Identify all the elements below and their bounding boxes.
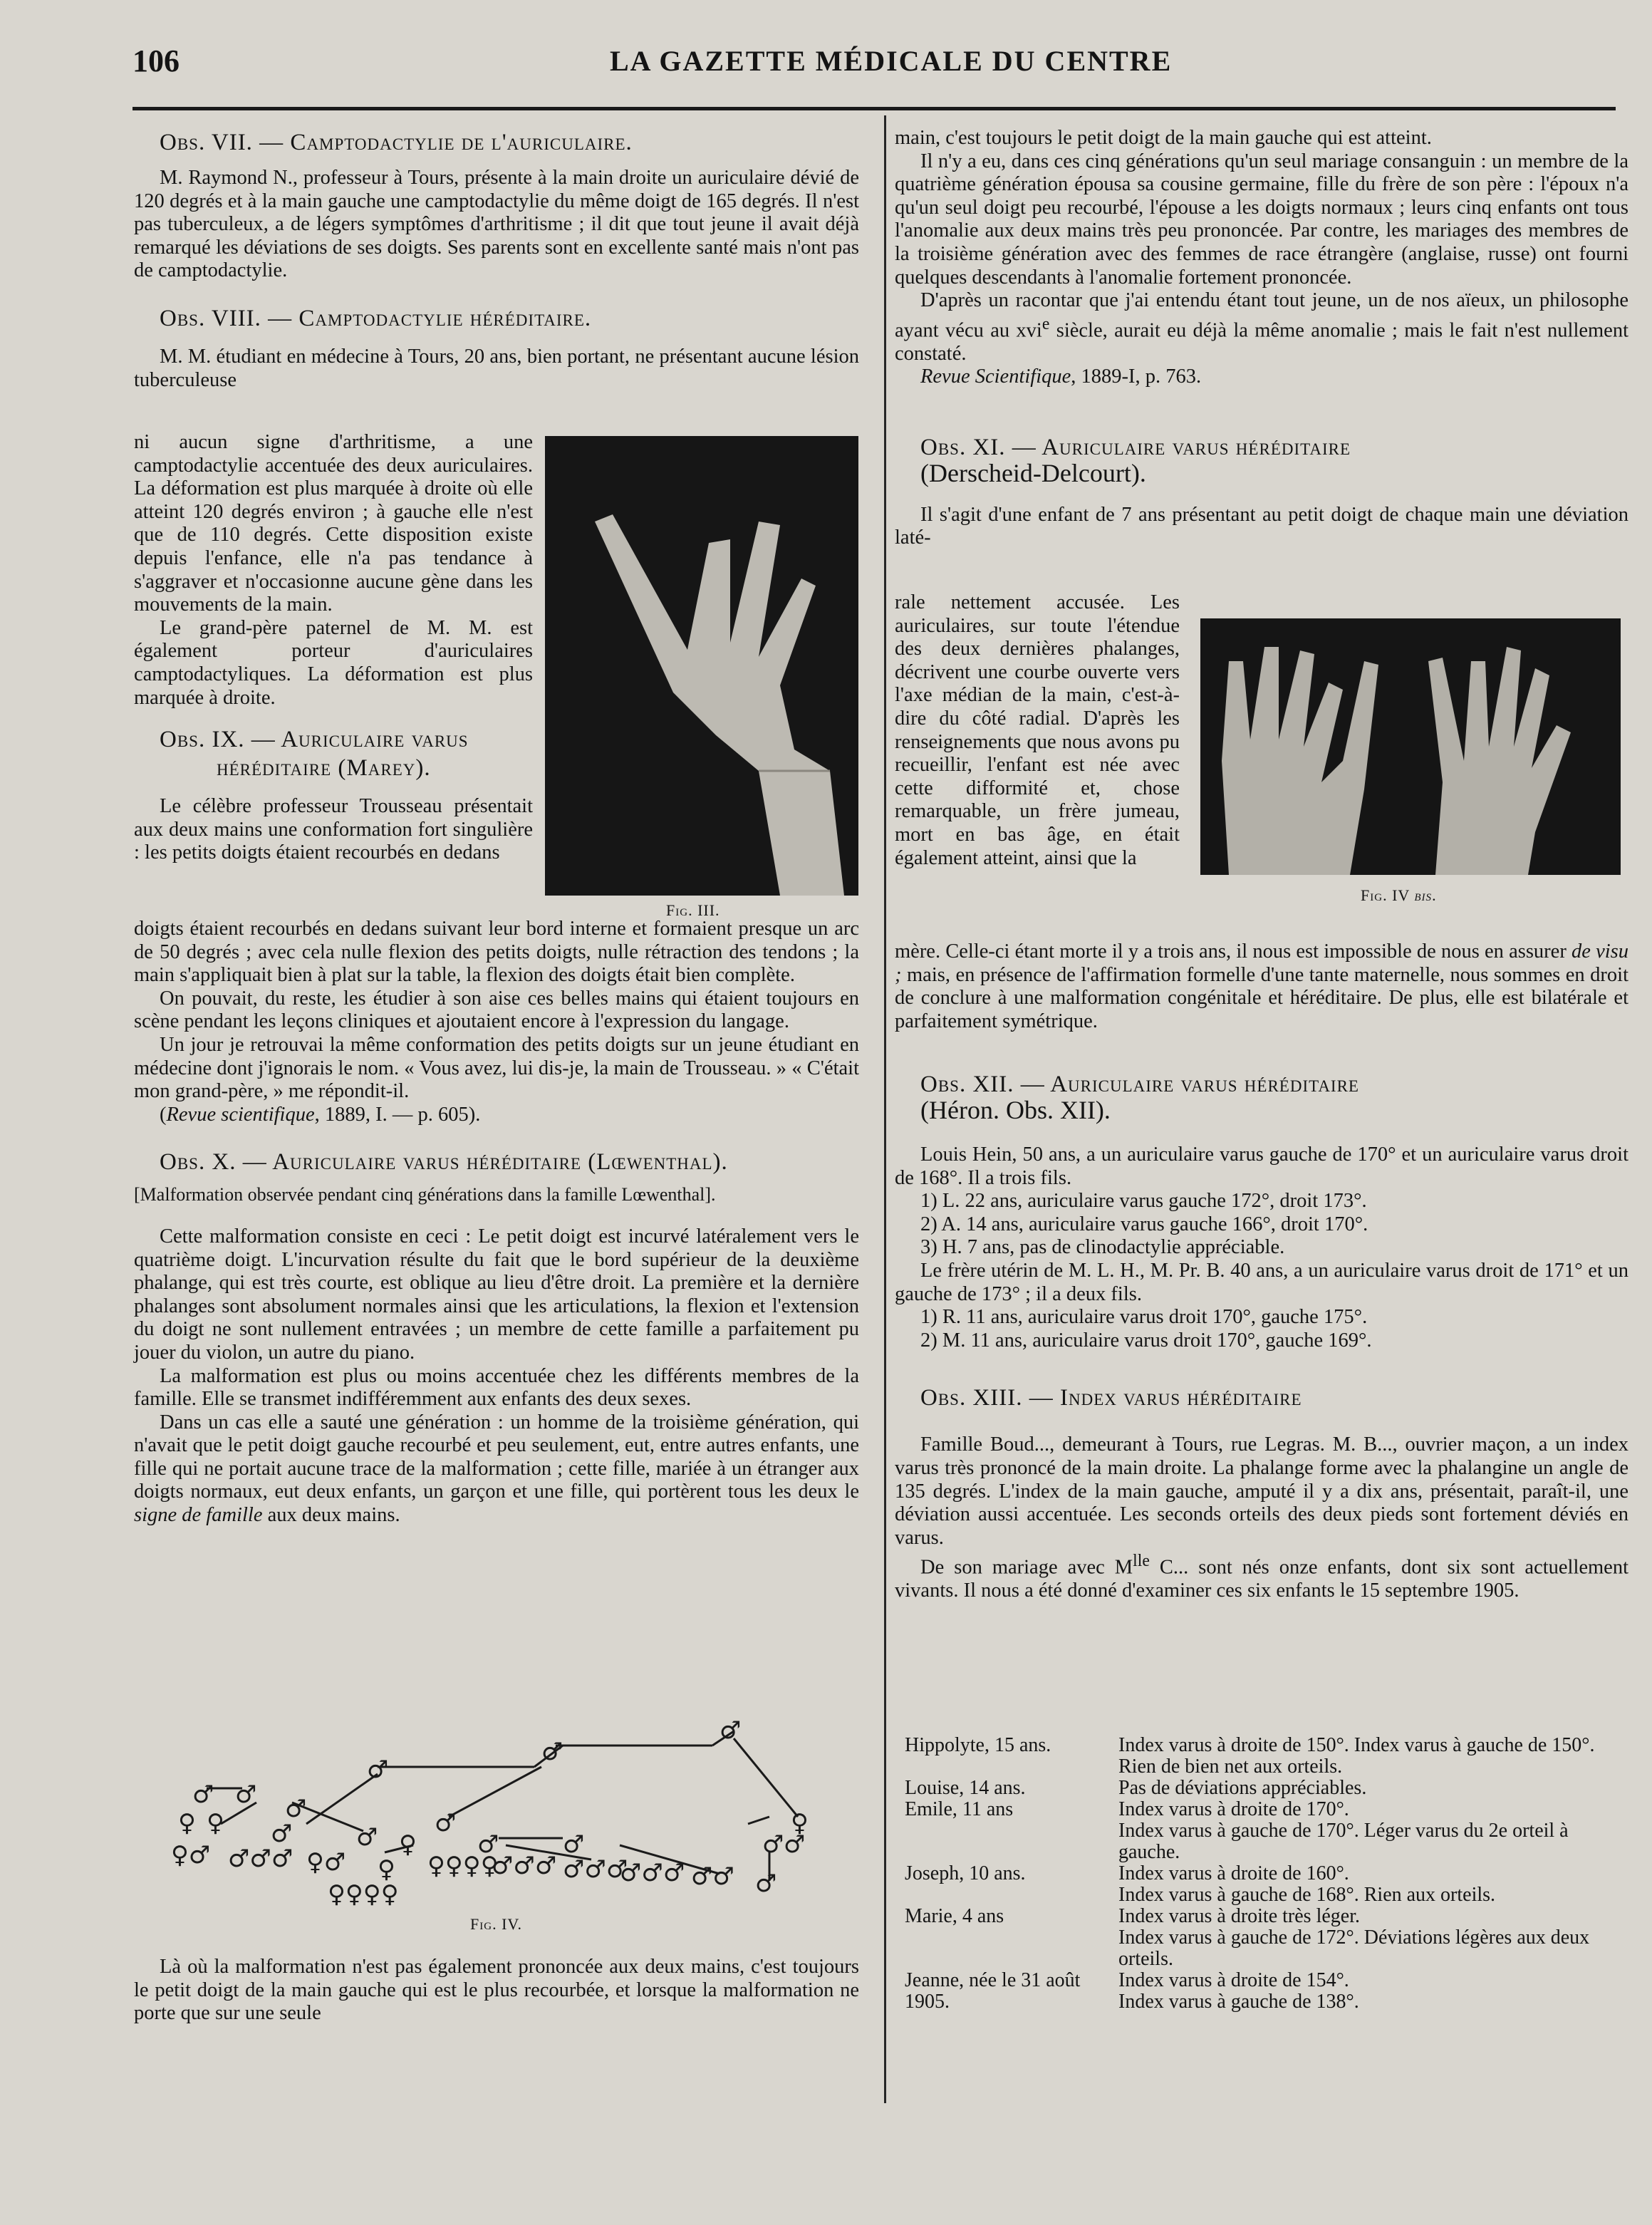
fig3-caption: Fig. III. bbox=[666, 901, 720, 919]
child-finding: Index varus à droite de 150°. Index varus à gauche de 150°. Rien de bien net aux orteils. bbox=[1118, 1734, 1595, 1778]
svg-text:♂♂♂: ♂♂♂ bbox=[563, 1855, 628, 1884]
obs12-item2-2: 2) M. 11 ans, auriculaire varus droit 170°, gauche 169°. bbox=[920, 1329, 1372, 1352]
obs10-text6: D'après un racontar que j'ai entendu étant tout jeune, un de nos aïeux, un philosophe ayant vécu au xvi$^e$ siècle, aurait eu déjà la même anomalie ; mais le fait n'est nullement constaté. bbox=[895, 289, 1628, 365]
child-finding bbox=[1118, 1906, 1631, 1970]
obs12-item-1: 1) L. 22 ans, auriculaire varus gauche 172°, droit 173°. bbox=[920, 1190, 1367, 1213]
obs11-title-1: Obs. XI. — Auriculaire varus héréditaire bbox=[920, 435, 1351, 461]
child-finding-line: Index varus à droite de 160°. bbox=[1118, 1862, 1349, 1884]
obs9-text1-start: Le célèbre professeur Trousseau présentait aux deux mains une conformation fort singulière : les petits doigts étaient recourbés en dedans bbox=[134, 795, 533, 864]
obs12-title-1: Obs. XII. — Auriculaire varus héréditaire bbox=[920, 1072, 1359, 1098]
svg-text:♂: ♂ bbox=[784, 1830, 806, 1859]
svg-text:♀: ♀ bbox=[378, 1855, 395, 1884]
child-finding-line: Index varus à droite de 170°. bbox=[1118, 1798, 1349, 1820]
fig4bis-hands-photo bbox=[1200, 618, 1621, 875]
obs13-text1: Famille Boud..., demeurant à Tours, rue Legras. M. B..., ouvrier maçon, a un index varus très prononcé de la main droite. La phalange forme avec la phalangine un angle de 135 degrés. L'index de la main gauche, amputé il y a dix ans, présentait, paraît-il, une déviation aussi accentuée. Les seconds orteils des deux pieds sont fortement déviés en varus. bbox=[895, 1433, 1628, 1549]
obs10-ref-source: Revue Scientifique bbox=[920, 365, 1071, 388]
obs10-text4-start: Là où la malformation n'est pas également prononcée aux deux mains, c'est toujours le petit doigt de la main gauche qui est le plus recourbée, et lorsque la malformation ne porte que sur une seule bbox=[134, 1956, 859, 2025]
child-finding bbox=[1118, 1799, 1631, 1863]
child-name: Jeanne, née le 31 août 1905. bbox=[905, 1969, 1081, 2013]
svg-text:♀♀♀♀: ♀♀♀♀ bbox=[427, 1852, 499, 1880]
obs10-text3b: aux deux mains. bbox=[262, 1504, 400, 1527]
child-finding: Pas de déviations appréciables. bbox=[1118, 1777, 1367, 1799]
child-name: Joseph, 10 ans. bbox=[905, 1862, 1026, 1884]
obs10-text2: La malformation est plus ou moins accentuée chez les différents membres de la famille. Elle se transmet indifféremment aux enfants des deux sexes. bbox=[134, 1364, 859, 1411]
svg-text:♂: ♂ bbox=[477, 1830, 499, 1859]
svg-text:♂: ♂ bbox=[755, 1869, 777, 1898]
header-rule bbox=[133, 107, 1616, 110]
obs13-text2: De son mariage avec $M^{lle}$ C... sont nés onze enfants, dont six sont actuellement vivants. Il nous a été donné d'examiner ces six enfants le 15 septembre 1905. bbox=[895, 1552, 1629, 1602]
table-row bbox=[905, 1863, 1631, 1906]
child-name: Louise, 14 ans. bbox=[905, 1777, 1026, 1799]
page-number: 106 bbox=[133, 43, 180, 78]
obs10-ref-detail: , 1889-I, p. 763. bbox=[1071, 365, 1202, 388]
left-column-bottom bbox=[134, 918, 859, 1528]
obs7-text: M. Raymond N., professeur à Tours, présente à la main droite un auriculaire dévié de 120 degrés et à la main gauche une camptodactylie du même doigt de 165 degrés. Il n'est pas tuberculeux, a de légers symptômes d'arthritisme ; il dit que tout jeune il avait déjà remarqué les déviations de ses doigts. Ses parents sont en excellente santé mais n'ont pas de camptodactylie. bbox=[134, 167, 859, 282]
child-name: Emile, 11 ans bbox=[905, 1798, 1014, 1820]
svg-text:♀♂: ♀♂ bbox=[306, 1848, 346, 1877]
obs12-title-2: (Héron. Obs. XII). bbox=[920, 1096, 1111, 1125]
obs8-text2: Le grand-père paternel de M. M. est également porteur d'auriculaires camptodactyliques. La déformation est plus marquée à droite. bbox=[134, 616, 533, 709]
fig4-pedigree bbox=[164, 1710, 862, 1917]
obs13-title: Obs. XIII. — Index varus héréditaire bbox=[920, 1385, 1302, 1411]
svg-text:♂: ♂ bbox=[435, 1809, 457, 1837]
obs12-text2: Le frère utérin de M. L. H., M. Pr. B. 40 ans, a un auriculaire varus droit de 171° et un gauche de 173° ; il a deux fils. bbox=[895, 1259, 1628, 1305]
svg-text:♂: ♂ bbox=[563, 1830, 585, 1859]
svg-text:♀: ♀ bbox=[399, 1830, 417, 1859]
fig4-caption: Fig. IV. bbox=[470, 1915, 522, 1933]
child-finding-line: Index varus à gauche de 168°. Rien aux orteils. bbox=[1118, 1884, 1496, 1906]
column-divider bbox=[884, 115, 886, 2103]
svg-text:♂: ♂ bbox=[285, 1795, 307, 1823]
obs8-text-cont: ni aucun signe d'arthritisme, a une camptodactylie accentuée des deux auriculaires. La déformation est plus marquée à droite où elle atteint 120 degrés environ ; à gauche elle n'est que de 110 degrés. Cette disposition existe depuis l'enfance, elle n'a pas tendance à s'aggraver et n'occasionne aucune gène dans les mouvements de la main. bbox=[134, 431, 533, 616]
svg-text:♂: ♂ bbox=[235, 1780, 257, 1809]
obs10-subtitle: [Malformation observée pendant cinq générations dans la famille Lœwenthal]. bbox=[134, 1184, 716, 1205]
child-name: Hippolyte, 15 ans. bbox=[905, 1734, 1051, 1756]
child-finding-line: Index varus à gauche de 172°. Déviations légères aux deux orteils. bbox=[1118, 1926, 1590, 1970]
obs11-text-start: Il s'agit d'une enfant de 7 ans présentant au petit doigt de chaque main une déviation laté- bbox=[895, 503, 1628, 549]
obs8-title: Obs. VIII. — Camptodactylie héréditaire. bbox=[160, 305, 592, 331]
left-column-top bbox=[134, 128, 859, 392]
journal-title: LA GAZETTE MÉDICALE DU CENTRE bbox=[610, 45, 1173, 77]
obs10-text3-em: signe de famille bbox=[134, 1504, 263, 1527]
obs10-text3a: Dans un cas elle a sauté une génération : un homme de la troisième génération, qui n'avait que le petit doigt gauche recourbé et peu seulement, eut, entre autres enfants, une fille qui ne portait aucune trace de la malformation ; cette fille, mariée à un étranger aux doigts normaux, eut deux enfants, un garçon et une fille, qui portèrent tous les deux le bbox=[134, 1411, 859, 1503]
svg-text:♀: ♀ bbox=[791, 1809, 809, 1837]
obs7-title: Obs. VII. — Camptodactylie de l'auriculaire. bbox=[160, 130, 633, 155]
svg-text:♂: ♂ bbox=[762, 1830, 784, 1859]
svg-text:♂: ♂ bbox=[271, 1820, 293, 1848]
child-finding-line: Index varus à gauche de 138°. bbox=[1118, 1991, 1359, 2013]
obs11-text-narrow: rale nettement accusée. Les auriculaires, sur toute l'étendue des deux dernières phalanges, décrivent une courbe ouverte vers l'axe médian de la main, c'est-à-dire du côté radial. D'après les renseignements que nous avons pu recueillir, l'enfant est née avec cette difformité et, chose remarquable, un frère jumeau, mort en bas âge, en était également atteint, ainsi que la bbox=[895, 591, 1180, 869]
svg-text:♂: ♂ bbox=[192, 1780, 214, 1809]
svg-text:♀♂: ♀♂ bbox=[171, 1841, 211, 1869]
obs11-title-2: (Derscheid-Delcourt). bbox=[920, 459, 1146, 488]
table-row bbox=[905, 1970, 1631, 2013]
svg-text:♂♂♂: ♂♂♂ bbox=[620, 1859, 685, 1887]
svg-text:♂: ♂ bbox=[367, 1755, 389, 1784]
obs10-text4-end: main, c'est toujours le petit doigt de la main gauche qui est atteint. bbox=[895, 127, 1432, 149]
obs9-title-1: Obs. IX. — Auriculaire varus bbox=[160, 727, 469, 753]
child-finding bbox=[1118, 1970, 1631, 2013]
obs10-title: Obs. X. — Auriculaire varus héréditaire (Lœwenthal). bbox=[160, 1149, 728, 1176]
obs9-text2: On pouvait, du reste, les étudier à son aise ces belles mains qui étaient toujours en scène pendant les leçons cliniques et ajoutaient encore à l'expression du langage. bbox=[134, 987, 859, 1033]
svg-text:♂: ♂ bbox=[541, 1738, 563, 1766]
hand-illustration bbox=[545, 436, 858, 896]
obs12-item-3: 3) H. 7 ans, pas de clinodactylie appréciable. bbox=[920, 1236, 1285, 1259]
svg-text:♂♂♂: ♂♂♂ bbox=[492, 1852, 557, 1880]
right-column-middle bbox=[895, 940, 1628, 1603]
child-finding-line: Index varus à droite très léger. bbox=[1118, 1905, 1360, 1927]
table-row bbox=[905, 1906, 1631, 1970]
table-row bbox=[905, 1778, 1631, 1799]
child-finding bbox=[1118, 1863, 1631, 1906]
obs13-children-table bbox=[905, 1735, 1631, 2013]
svg-text:♂♂♂: ♂♂♂ bbox=[228, 1845, 293, 1873]
hands-illustration bbox=[1200, 618, 1621, 875]
svg-text:♂: ♂ bbox=[719, 1716, 742, 1745]
table-row bbox=[905, 1799, 1631, 1863]
pedigree-chart bbox=[164, 1710, 862, 1917]
obs12-item-2: 2) A. 14 ans, auriculaire varus gauche 166°, droit 170°. bbox=[920, 1213, 1368, 1235]
left-column-end bbox=[134, 1956, 859, 2026]
obs8-text-intro: M. M. étudiant en médecine à Tours, 20 ans, bien portant, ne présentant aucune lésion tuberculeuse bbox=[134, 345, 859, 391]
svg-text:♀: ♀ bbox=[207, 1809, 224, 1837]
svg-text:♀♀♀♀: ♀♀♀♀ bbox=[328, 1880, 399, 1909]
right-column-top bbox=[895, 127, 1628, 550]
table-row bbox=[905, 1735, 1631, 1778]
obs12-text1: Louis Hein, 50 ans, a un auriculaire varus gauche de 170° et un auriculaire varus droit de 168°. Il a trois fils. bbox=[895, 1143, 1628, 1189]
child-finding-line: Index varus à droite de 154°. bbox=[1118, 1969, 1349, 1991]
obs9-ref-source: Revue scientifique bbox=[166, 1103, 315, 1126]
child-finding-line: Index varus à gauche de 170°. Léger varus du 2e orteil à gauche. bbox=[1118, 1820, 1569, 1863]
obs9-text3: Un jour je retrouvai la même conformation des petits doigts sur un jeune étudiant en médecine dont j'ignorais le nom. « Vous avez, lui dis-je, la main de Trousseau. » « C'était mon grand-père, » me répondit-il. bbox=[134, 1033, 859, 1103]
left-column-narrow bbox=[134, 431, 533, 865]
obs9-title-2: héréditaire (Marey). bbox=[217, 755, 431, 782]
obs9-reference: (Revue scientifique, 1889, I. — p. 605). bbox=[160, 1103, 481, 1126]
obs10-text1: Cette malformation consiste en ceci : Le petit doigt est incurvé latéralement vers le quatrième doigt. L'incurvation résulte du fait que le bord supérieur de la deuxième phalange, qui est très courte, est oblique au lieu d'être droit. La première et la dernière phalanges sont absolument normales ainsi que les articulations, la flexion et l'extension du doigt ne sont nullement entravées ; un membre de cette famille a parfaitement pu jouer du violon, un autre du piano. bbox=[134, 1225, 859, 1364]
obs10-text3 bbox=[134, 1411, 859, 1528]
svg-text:♂: ♂ bbox=[356, 1823, 378, 1852]
obs11-text-end: mère. Celle-ci étant morte il y a trois ans, il nous est impossible de nous en assurer de visu ; mais, en présence de l'affirmation formelle d'une tante maternelle, nous sommes en droit de conclure à une malformation congénitale et héréditaire. De plus, elle est bilatérale et parfaitement symétrique. bbox=[895, 940, 1628, 1032]
svg-text:♂♂: ♂♂ bbox=[691, 1862, 734, 1891]
right-column-narrow bbox=[895, 591, 1180, 870]
obs10-reference bbox=[895, 365, 1628, 389]
svg-text:♀: ♀ bbox=[178, 1809, 196, 1837]
obs9-text1-end: doigts étaient recourbés en dedans suivant leur bord interne et formaient presque un arc de 50 degrés ; avec cela nulle flexion des petits doigts, nulle rétraction des tendons ; la main s'appliquait bien à plat sur la table, la flexion des doigts était bien complète. bbox=[134, 918, 859, 987]
obs9-ref-detail: , 1889, I. — p. 605). bbox=[314, 1103, 481, 1126]
child-name: Marie, 4 ans bbox=[905, 1905, 1004, 1927]
fig3-hand-photo bbox=[545, 436, 858, 896]
fig4bis-caption: Fig. IV bis. bbox=[1361, 886, 1437, 904]
obs12-item2-1: 1) R. 11 ans, auriculaire varus droit 170°, gauche 175°. bbox=[920, 1306, 1368, 1329]
obs10-text5: Il n'y a eu, dans ces cinq générations qu'un seul mariage consanguin : un membre de la quatrième génération épousa sa cousine germaine, fille du frère de son père : l'époux n'a qu'un seul doigt peu recourbé, l'épouse a les doigts normaux ; leurs cinq enfants ont tous l'anomalie aux deux mains très peu prononcée. Par contre, les mariages des membres de la troisième génération avec des femmes de race étrangère (anglaise, russe) ont fourni quelques descendants à l'anomalie fortement prononcée. bbox=[895, 150, 1628, 289]
